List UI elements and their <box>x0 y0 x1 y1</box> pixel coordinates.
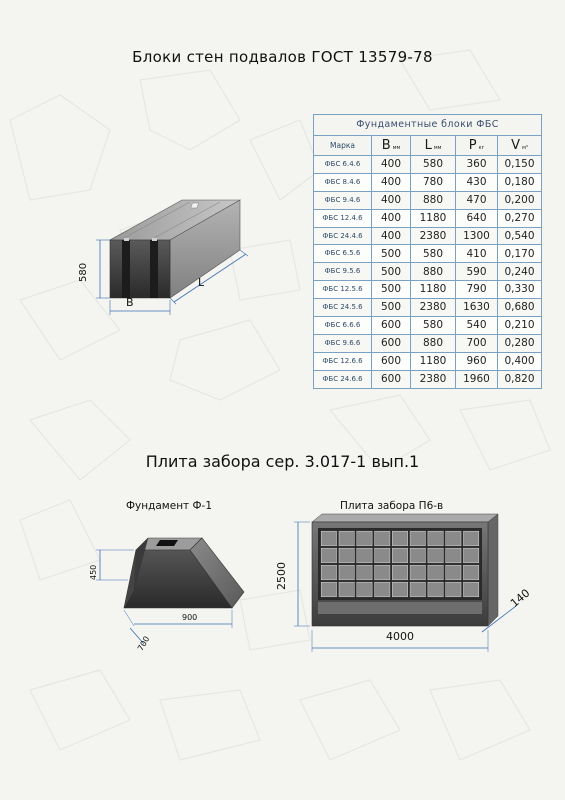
page-title-basement-blocks: Блоки стен подвалов ГОСТ 13579-78 <box>132 48 433 66</box>
foundation-caption: Фундамент Ф-1 <box>126 500 213 512</box>
table-cell: 640 <box>456 209 498 227</box>
fence-panel-cell <box>321 531 336 546</box>
table-row <box>314 334 542 352</box>
fence-panel-cell <box>428 565 443 580</box>
table-cell: 0,240 <box>498 263 542 281</box>
fence-panel-cell <box>463 565 478 580</box>
table-cell: 580 <box>411 317 456 335</box>
fence-plate-height-label: 2500 <box>275 562 288 590</box>
table-cell: 0,200 <box>498 191 542 209</box>
table-cell: 500 <box>372 299 411 317</box>
fence-panel-cell <box>428 548 443 563</box>
table-cell: 600 <box>372 370 411 388</box>
fence-panel-cell <box>339 548 354 563</box>
fence-panel-cell <box>428 582 443 597</box>
table-cell: 0,150 <box>498 156 542 174</box>
table-cell: 0,270 <box>498 209 542 227</box>
fence-panel-cell <box>463 548 478 563</box>
table-row <box>314 263 542 281</box>
table-cell: 400 <box>372 227 411 245</box>
table-cell: 430 <box>456 173 498 191</box>
table-row <box>314 191 542 209</box>
table-row <box>314 209 542 227</box>
fence-plate-caption: Плита забора П6-в <box>340 500 444 512</box>
table-cell-mark: ФБС 24.6.6 <box>314 370 372 388</box>
table-cell: 540 <box>456 317 498 335</box>
fence-panel-cell <box>410 548 425 563</box>
table-cell: 1300 <box>456 227 498 245</box>
column-header-main: B <box>381 138 391 153</box>
table-row <box>314 281 542 299</box>
table-cell: 780 <box>411 173 456 191</box>
foundation-f1-drawing <box>82 520 252 660</box>
table-row <box>314 317 542 335</box>
table-cell-mark: ФБС 6.4.6 <box>314 156 372 174</box>
table-cell: 400 <box>372 191 411 209</box>
column-header <box>456 136 498 156</box>
fence-panel-cell <box>446 565 461 580</box>
fence-panel-cell <box>392 565 407 580</box>
fence-panel-cell <box>463 582 478 597</box>
fence-panel-cell <box>410 531 425 546</box>
table-cell: 700 <box>456 334 498 352</box>
fence-panel-cell <box>375 548 390 563</box>
column-header-main: Марка <box>330 140 355 150</box>
table-cell: 360 <box>456 156 498 174</box>
fence-panel-cell <box>392 548 407 563</box>
table-cell: 880 <box>411 334 456 352</box>
foundation-block-drawing <box>70 180 270 330</box>
column-header-main: L <box>424 138 432 153</box>
fence-panel-cell <box>446 548 461 563</box>
table-cell: 0,280 <box>498 334 542 352</box>
table-cell: 0,170 <box>498 245 542 263</box>
table-row <box>314 370 542 388</box>
fence-panel-cell <box>357 582 372 597</box>
column-header-main: V <box>511 138 521 153</box>
column-header <box>498 136 542 156</box>
fence-panel-cell <box>339 531 354 546</box>
table-cell: 0,540 <box>498 227 542 245</box>
table-cell: 400 <box>372 173 411 191</box>
column-header-unit: мм <box>392 145 401 151</box>
fence-panel-cell <box>410 565 425 580</box>
fence-plate-p6v-drawing <box>270 510 560 660</box>
table-cell: 1180 <box>411 352 456 370</box>
table-cell: 500 <box>372 263 411 281</box>
table-row <box>314 299 542 317</box>
table-cell-mark: ФБС 12.4.6 <box>314 209 372 227</box>
table-cell: 410 <box>456 245 498 263</box>
table-cell: 600 <box>372 352 411 370</box>
fence-panel-cell <box>357 548 372 563</box>
table-cell: 600 <box>372 317 411 335</box>
table-caption: Фундаментные блоки ФБС <box>314 115 542 136</box>
fence-plate-thickness-label: 140 <box>508 586 533 610</box>
fence-panel-cell <box>321 548 336 563</box>
fence-panel-cell <box>463 531 478 546</box>
table-cell: 2380 <box>411 299 456 317</box>
table-cell: 400 <box>372 209 411 227</box>
column-header-unit: кг <box>478 145 485 151</box>
table-cell: 400 <box>372 156 411 174</box>
page-title-fence-plate: Плита забора сер. 3.017-1 вып.1 <box>145 452 420 471</box>
table-cell: 580 <box>411 156 456 174</box>
table-cell: 0,210 <box>498 317 542 335</box>
table-cell-mark: ФБС 9.6.6 <box>314 334 372 352</box>
table-cell-mark: ФБС 6.6.6 <box>314 317 372 335</box>
table-cell: 500 <box>372 281 411 299</box>
fence-panel-cell <box>410 582 425 597</box>
column-header <box>411 136 456 156</box>
foundation-depth-label: 700 <box>136 634 152 653</box>
fence-panel-cell <box>375 565 390 580</box>
table-cell-mark: ФБС 24.4.6 <box>314 227 372 245</box>
table-cell: 2380 <box>411 370 456 388</box>
table-row <box>314 352 542 370</box>
table-row <box>314 245 542 263</box>
fence-panel-cell <box>428 531 443 546</box>
fence-panel-cell <box>446 582 461 597</box>
table-row <box>314 156 542 174</box>
table-cell: 790 <box>456 281 498 299</box>
table-cell-mark: ФБС 12.6.6 <box>314 352 372 370</box>
fence-panel-cell <box>339 582 354 597</box>
fence-panel-cell <box>375 531 390 546</box>
table-header-row <box>314 136 542 156</box>
table-cell: 470 <box>456 191 498 209</box>
table-cell: 0,180 <box>498 173 542 191</box>
table-cell: 500 <box>372 245 411 263</box>
fence-panel-cell <box>375 582 390 597</box>
table-cell: 1180 <box>411 209 456 227</box>
table-cell: 880 <box>411 263 456 281</box>
fence-panel-cell <box>392 582 407 597</box>
table-cell: 590 <box>456 263 498 281</box>
fence-panel-cell <box>321 582 336 597</box>
table-cell-mark: ФБС 9.4.6 <box>314 191 372 209</box>
foundation-length-label: 900 <box>182 613 198 622</box>
table-cell-mark: ФБС 6.5.6 <box>314 245 372 263</box>
table-cell: 0,820 <box>498 370 542 388</box>
fence-panel-cell <box>321 565 336 580</box>
fence-plate-length-label: 4000 <box>386 630 414 643</box>
block-width-label: B <box>126 296 134 309</box>
fence-panel-cell <box>357 531 372 546</box>
fence-panel-cell <box>446 531 461 546</box>
table-cell: 0,400 <box>498 352 542 370</box>
fbs-specification-table <box>313 114 542 389</box>
column-header <box>372 136 411 156</box>
table-cell: 1630 <box>456 299 498 317</box>
table-cell: 600 <box>372 334 411 352</box>
column-header-main: P <box>468 138 477 153</box>
table-cell-mark: ФБС 24.5.6 <box>314 299 372 317</box>
table-row <box>314 227 542 245</box>
table-row <box>314 173 542 191</box>
fence-panel-cell <box>357 565 372 580</box>
table-cell: 580 <box>411 245 456 263</box>
table-cell-mark: ФБС 8.4.6 <box>314 173 372 191</box>
column-header-unit: м³ <box>522 145 528 151</box>
foundation-height-label: 450 <box>89 564 98 580</box>
table-cell: 880 <box>411 191 456 209</box>
block-length-label: L <box>198 276 205 289</box>
fence-panel-cell <box>339 565 354 580</box>
fence-panel-cell <box>392 531 407 546</box>
column-header-unit: мм <box>433 145 442 151</box>
table-cell-mark: ФБС 12.5.6 <box>314 281 372 299</box>
table-cell: 2380 <box>411 227 456 245</box>
table-cell: 960 <box>456 352 498 370</box>
table-cell-mark: ФБС 9.5.6 <box>314 263 372 281</box>
table-cell: 1180 <box>411 281 456 299</box>
table-cell: 0,680 <box>498 299 542 317</box>
table-cell: 1960 <box>456 370 498 388</box>
column-header <box>314 136 372 156</box>
block-height-label: 580 <box>78 262 89 282</box>
table-cell: 0,330 <box>498 281 542 299</box>
